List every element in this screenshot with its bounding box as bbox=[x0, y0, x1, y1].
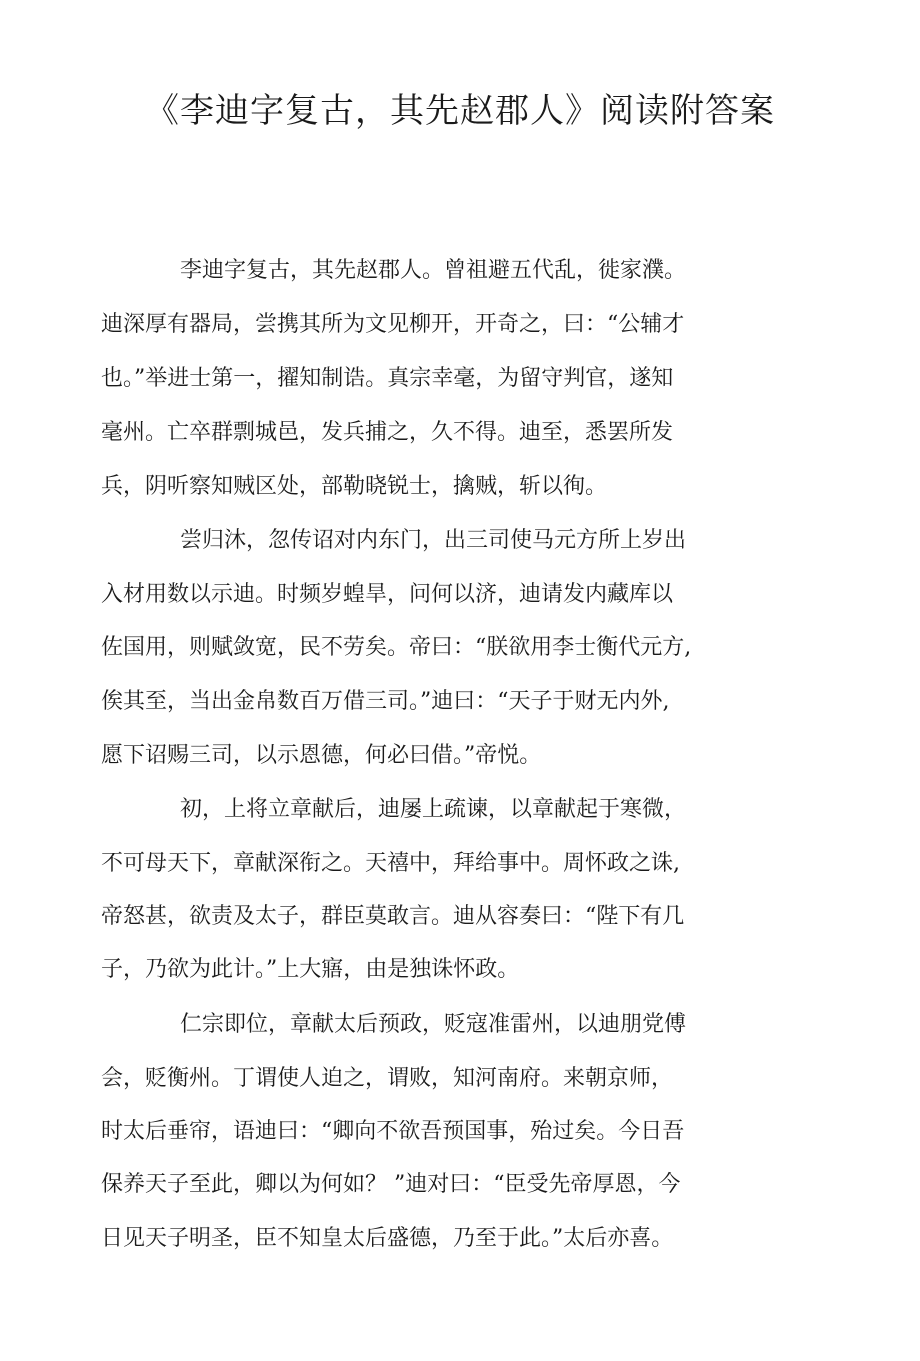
text-line: 尝归沐，忽传诏对内东门，出三司使马元方所上岁出 bbox=[180, 528, 687, 553]
text-line: 俟其至，当出金帛数百万借三司。”迪曰：“天子于财无内外, bbox=[101, 689, 670, 714]
page-title: 《李迪字复古，其先赵郡人》阅读附答案 bbox=[145, 91, 775, 131]
text-line: 保养天子至此，卿以为何如？ ”迪对曰：“臣受先帝厚恩，今 bbox=[101, 1172, 681, 1197]
text-line: 兵，阴听察知贼区处，部勒晓锐士，擒贼，斩以徇。 bbox=[101, 474, 608, 499]
text-line: 会，贬衡州。丁谓使人迫之，谓败，知河南府。来朝京师， bbox=[101, 1066, 674, 1091]
text-line: 毫州。亡卒群剽城邑，发兵捕之，久不得。迪至，悉罢所发 bbox=[101, 420, 674, 445]
text-line: 时太后垂帘，语迪曰：“卿向不欲吾预国事，殆过矣。今日吾 bbox=[101, 1119, 685, 1144]
text-line: 子，乃欲为此计。”上大寤，由是独诛怀政。 bbox=[101, 957, 520, 982]
text-line: 仁宗即位，章献太后预政，贬寇准雷州，以迪朋党傅 bbox=[180, 1012, 687, 1037]
text-line: 帝怒甚，欲责及太子，群臣莫敢言。迪从容奏曰：“陛下有几 bbox=[101, 904, 685, 929]
text-line: 不可母天下，章献深衔之。天禧中，拜给事中。周怀政之诛, bbox=[101, 851, 680, 876]
text-line: 也。”举进士第一，擢知制诰。真宗幸毫，为留守判官，遂知 bbox=[101, 366, 674, 391]
text-line: 迪深厚有器局，尝携其所为文见柳开，开奇之，曰：“公辅才 bbox=[101, 312, 685, 337]
text-line: 佐国用，则赋敛宽，民不劳矣。帝曰：“朕欲用李士衡代元方, bbox=[101, 635, 692, 660]
text-line: 愿下诏赐三司，以示恩德，何必曰借。”帝悦。 bbox=[101, 743, 542, 768]
text-line: 日见天子明圣，臣不知皇太后盛德，乃至于此。”太后亦喜。 bbox=[101, 1226, 674, 1251]
text-line: 初，上将立章献后，迪屡上疏谏，以章献起于寒微， bbox=[180, 797, 687, 822]
text-line: 李迪字复古，其先赵郡人。曾祖避五代乱，徙家濮。 bbox=[180, 258, 687, 283]
text-line: 入材用数以示迪。时频岁蝗旱，问何以济，迪请发内藏库以 bbox=[101, 582, 674, 607]
